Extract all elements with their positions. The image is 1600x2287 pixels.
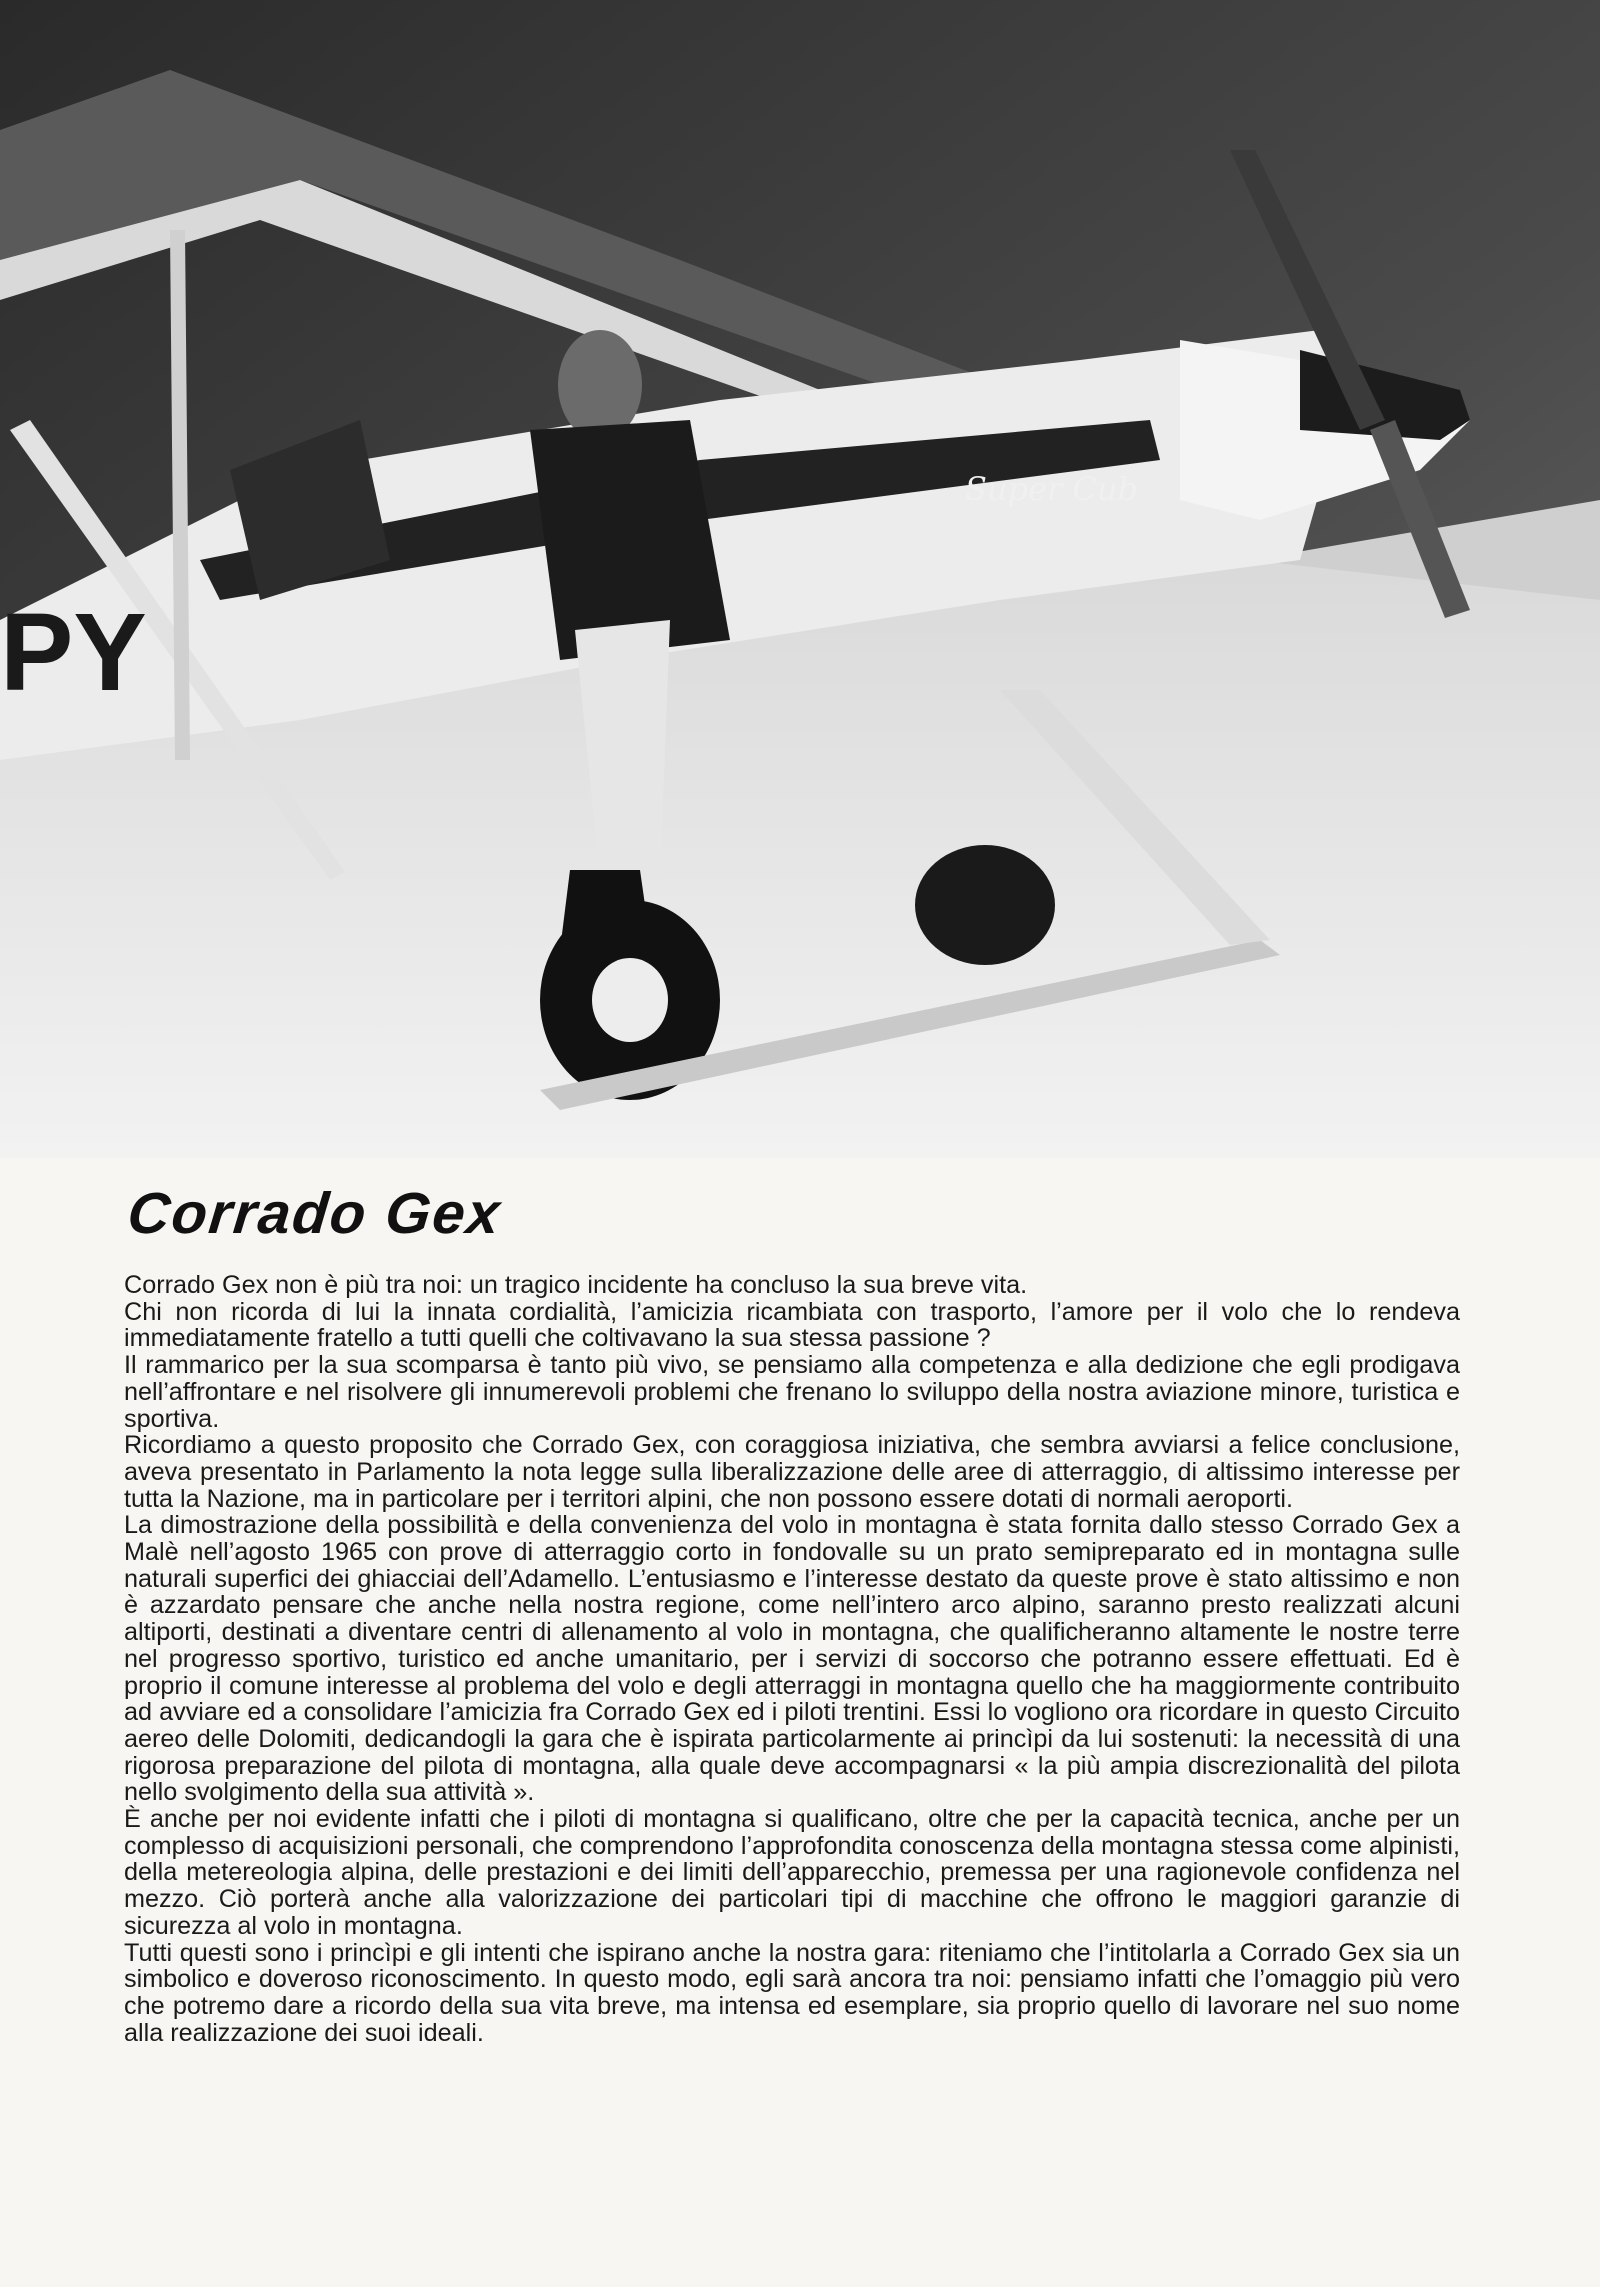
super-cub-script: Super Cub (965, 470, 1138, 508)
article-paragraph: Il rammarico per la sua scomparsa è tanto più vivo, se pensiamo alla competenza e alla dedizione che egli prodigava nell’affrontare e nel risolvere gli innumerevoli problemi che frenano lo sviluppo della nostra aviazione minore, turistica e sportiva. (124, 1351, 1460, 1433)
article-paragraph: Ricordiamo a questo proposito che Corrado Gex, con coraggiosa iniziativa, che sembra avviarsi a felice conclusione, aveva presentato in Parlamento la nota legge sulla liberalizzazione delle aree di atterraggio, di altissimo interesse per tutta la Nazione, ma in particolare per i territori alpini, che non possono essere dotati di normali aeroporti. (124, 1431, 1460, 1513)
article-title: Corrado Gex (124, 1181, 505, 1246)
registration-mark: PY (0, 591, 147, 714)
article-paragraph: Tutti questi sono i princìpi e gli intenti che ispirano anche la nostra gara: riteniamo che l’intitolarla a Corrado Gex sia un simbolico e doveroso riconoscimento. In questo modo, egli sarà ancora tra noi: pensiamo infatti che l’omaggio più vero che potremo dare a ricordo della sua vita breve, ma intensa ed esemplare, sia proprio quello di lavorare nel suo nome alla realizzazione dei suoi ideali. (124, 1938, 1460, 2047)
article-paragraph: Chi non ricorda di lui la innata cordialità, l’amicizia ricambiata con trasporto, l’amore per il volo che lo rendeva immediatamente fratello a tutti quelli che coltivavano la sua stessa passione ? (124, 1297, 1460, 1353)
article-paragraph: Corrado Gex non è più tra noi: un tragico incidente ha concluso la sua breve vita. (124, 1271, 1028, 1299)
article-paragraph: La dimostrazione della possibilità e della convenienza del volo in montagna è stata fornita dallo stesso Corrado Gex a Malè nell’agosto 1965 con prove di atterraggio corto in fondovalle su un prato semipreparato ed in montagna sulle naturali superfici dei ghiacciai dell’Adamello. L’entusiasmo e l’interesse destato da queste prove è stato altissimo e non è azzardato pensare che anche nella nostra regione, come nell’intero arco alpino, saranno presto realizzati alcuni altiporti, destinati a diventare centri di allenamento al volo in montagna, che qualificheranno altamente le nostre terre nel progresso sportivo, turistico ed anche umanitario, per i servizi di soccorso che potranno essere effettuati. Ed è proprio il comune interesse al problema del volo e degli atterraggi in montagna quello che ha maggiormente contribuito ad avviare ed a consolidare l’amicizia fra Corrado Gex ed i piloti trentini. Essi lo vogliono ora ricordare in questo Circuito aereo delle Dolomiti, dedicandogli la gara che è ispirata particolarmente ai princìpi da lui sostenuti: la necessità di una rigorosa preparazione del pilota di montagna, alla quale deve accompagnarsi « la più ampia discrezionalità del pilota nello svolgimento della sua attività ». (124, 1511, 1460, 1807)
article-body (124, 1272, 1460, 2046)
article-paragraph: È anche per noi evidente infatti che i piloti di montagna si qualificano, oltre che per la capacità tecnica, anche per un complesso di acquisizioni personali, che comprendono l’approfondita conoscenza della montagna stessa come alpinisti, della metereologia alpina, delle prestazioni e dei limiti dell’apparecchio, premessa per una ragionevole confidenza nel mezzo. Ciò porterà anche alla valorizzazione dei particolari tipi di macchine che offrono le maggiori garanzie di sicurezza al volo in montagna. (124, 1805, 1460, 1940)
